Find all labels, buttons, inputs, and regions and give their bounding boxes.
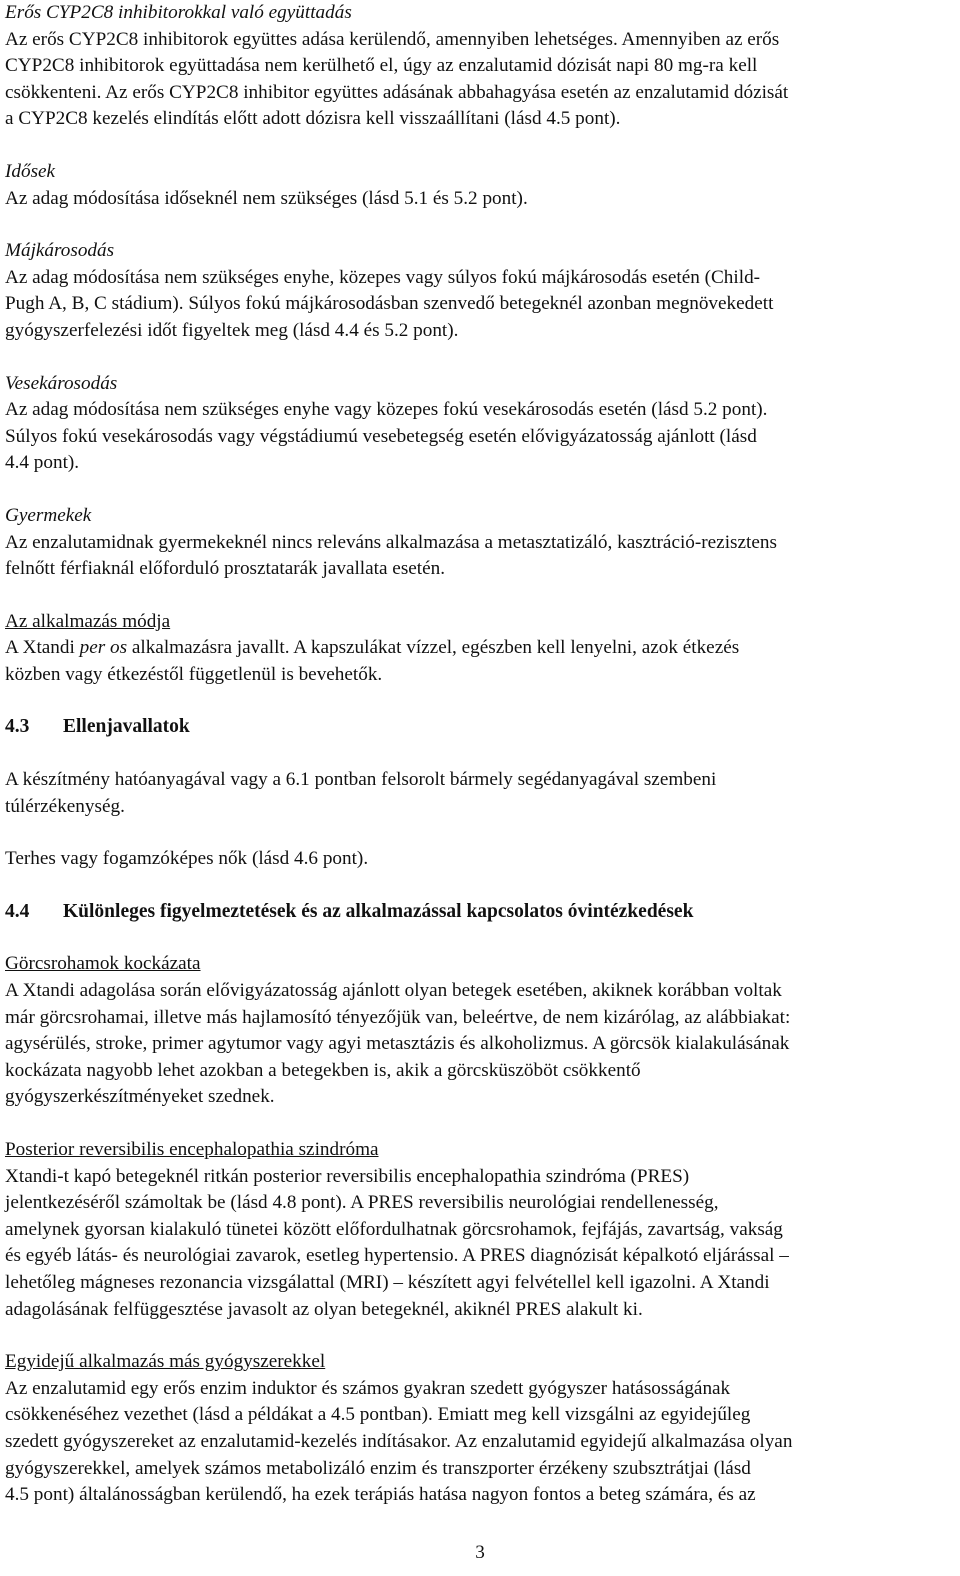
spacer bbox=[5, 925, 955, 951]
paragraph-line: Az enzalutamid egy erős enzim induktor és számos gyakran szedett gyógyszer hatásosságának bbox=[5, 1377, 731, 1399]
paragraph-line: közben vagy étkezéstől függetlenül is bevehetők. bbox=[5, 663, 383, 685]
paragraph-line: Súlyos fokú vesekárosodás vagy végstádiumú vesebetegség esetén elővigyázatosság ajánlott (lásd bbox=[5, 425, 757, 447]
section-number: 4.4 bbox=[5, 900, 30, 922]
paragraph-line: 4.4 pont). bbox=[5, 452, 80, 474]
paragraph-line: CYP2C8 inhibitorok együttadása nem kerülhető el, úgy az enzalutamid dózisát napi 80 mg-ra kell bbox=[5, 55, 758, 77]
paragraph-line: agysérülés, stroke, primer agytumor vagy agyi metasztázis és alkoholizmus. A görcsök kialakulásának bbox=[5, 1033, 790, 1055]
paragraph-line: jelentkezéséről számoltak be (lásd 4.8 pont). A PRES reversibilis neurológiai rendellenesség, bbox=[5, 1192, 719, 1214]
subsection-title: Idősek bbox=[5, 160, 56, 182]
paragraph-line: és egyéb látás- és neurológiai zavarok, esetleg hypertensio. A PRES diagnózisát képalkotó eljárással – bbox=[5, 1245, 789, 1267]
section-heading bbox=[5, 714, 955, 741]
section-heading bbox=[5, 899, 955, 926]
subsection-title: Görcsrohamok kockázata bbox=[5, 953, 201, 975]
paragraph-line: A Xtandi adagolása során elővigyázatosság ajánlott olyan betegek esetében, akiknek korábban voltak bbox=[5, 980, 782, 1002]
paragraph-line: amelynek gyorsan kialakuló tünetei között előfordulhatnak görcsrohamok, fejfájás, zavartság, vakság bbox=[5, 1218, 783, 1240]
paragraph-line: Az adag módosítása időseknél nem szükséges (lásd 5.1 és 5.2 pont). bbox=[5, 187, 528, 209]
subsection-administration bbox=[5, 609, 955, 689]
paragraph-line: Az enzalutamidnak gyermekeknél nincs releváns alkalmazása a metasztatizáló, kasztráció-rezisztens bbox=[5, 531, 777, 553]
spacer bbox=[5, 583, 955, 609]
spacer bbox=[5, 741, 955, 767]
spacer bbox=[5, 345, 955, 371]
spacer bbox=[5, 477, 955, 503]
spacer bbox=[5, 133, 955, 159]
spacer bbox=[5, 1111, 955, 1137]
paragraph-line: gyógyszerfelezési időt figyeltek meg (lásd 4.4 és 5.2 pont). bbox=[5, 319, 459, 341]
subsection-pres bbox=[5, 1137, 955, 1323]
subsection-title: Vesekárosodás bbox=[5, 372, 118, 394]
subsection-title: Posterior reversibilis encephalopathia szindróma bbox=[5, 1139, 379, 1160]
section-heading-text: Különleges figyelmeztetések és az alkalmazással kapcsolatos óvintézkedések bbox=[63, 900, 694, 922]
paragraph-line: csökkenteni. Az erős CYP2C8 inhibitor együttes adásának abbahagyása esetén az enzalutamid dózisát bbox=[5, 81, 789, 103]
text-run: alkalmazásra javallt. A kapszulákat vízzel, egészben kell lenyelni, azok étkezés bbox=[127, 637, 740, 659]
paragraph-line: gyógyszerkészítményeket szednek. bbox=[5, 1086, 275, 1108]
paragraph-line: a CYP2C8 kezelés elindítás előtt adott dózisra kell visszaállítani (lásd 4.5 pont). bbox=[5, 108, 621, 130]
section-number: 4.3 bbox=[5, 716, 30, 738]
paragraph-line: adagolásának felfüggesztése javasolt az olyan betegeknél, akiknél PRES alakult ki. bbox=[5, 1298, 643, 1320]
subsection-title: Egyidejű alkalmazás más gyógyszerekkel bbox=[5, 1351, 326, 1373]
spacer bbox=[5, 212, 955, 238]
spacer bbox=[5, 1323, 955, 1349]
page-number: 3 bbox=[475, 1542, 485, 1563]
paragraph-line: Az erős CYP2C8 inhibitorok együttes adása kerülendő, amennyiben lehetséges. Amennyiben az erős bbox=[5, 28, 780, 50]
text-run: A Xtandi bbox=[5, 637, 80, 659]
subsection-elderly bbox=[5, 159, 955, 212]
subsection-title: Az alkalmazás módja bbox=[5, 610, 171, 632]
paragraph-line: Pugh A, B, C stádium). Súlyos fokú májkárosodásban szenvedő betegeknél azonban megnövekedett bbox=[5, 293, 774, 315]
text-run-italic: per os bbox=[79, 637, 128, 659]
subsection-cyp2c8 bbox=[5, 0, 955, 133]
paragraph-line bbox=[5, 635, 955, 662]
paragraph-line: Az adag módosítása nem szükséges enyhe vagy közepes fokú vesekárosodás esetén (lásd 5.2 pont). bbox=[5, 399, 768, 421]
paragraph-line: Terhes vagy fogamzóképes nők (lásd 4.6 pont). bbox=[5, 848, 369, 870]
paragraph-line: kockázata nagyobb lehet azokban a betegekben is, akik a görcsküszöböt csökkentő bbox=[5, 1059, 641, 1081]
paragraph-line: már görcsrohamai, illetve más hajlamosító tényezőjük van, beleértve, de nem kizárólag, az alábbiakat: bbox=[5, 1006, 791, 1028]
section-heading-text: Ellenjavallatok bbox=[63, 716, 190, 738]
paragraph-line: lehetőleg mágneses rezonancia vizsgálattal (MRI) – készített agyi felvétellel kell igazolni. A Xtandi bbox=[5, 1271, 770, 1293]
subsection-children bbox=[5, 503, 955, 583]
subsection-hepatic-impairment bbox=[5, 238, 955, 344]
document-page bbox=[5, 0, 955, 1509]
paragraph-line: Az adag módosítása nem szükséges enyhe, közepes vagy súlyos fokú májkárosodás esetén (Child- bbox=[5, 266, 761, 288]
spacer bbox=[5, 873, 955, 899]
paragraph-line: szedett gyógyszereket az enzalutamid-kezelés indításakor. Az enzalutamid egyidejű alkalmazása olyan bbox=[5, 1430, 793, 1452]
section-contraindications bbox=[5, 714, 955, 872]
subsection-title: Erős CYP2C8 inhibitorokkal való együttadás bbox=[5, 2, 352, 23]
subsection-title: Gyermekek bbox=[5, 504, 92, 526]
paragraph-line: felnőtt férfiaknál előforduló prosztatarák javallata esetén. bbox=[5, 558, 446, 580]
subsection-seizure-risk bbox=[5, 951, 955, 1111]
spacer bbox=[5, 688, 955, 714]
paragraph-line: 4.5 pont) általánosságban kerülendő, ha ezek terápiás hatása nagyon fontos a beteg számára, és az bbox=[5, 1484, 756, 1506]
subsection-title: Májkárosodás bbox=[5, 240, 115, 262]
subsection-renal-impairment bbox=[5, 371, 955, 477]
paragraph-line: csökkenéséhez vezethet (lásd a példákat a 4.5 pontban). Emiatt meg kell vizsgálni az egyidejűleg bbox=[5, 1404, 751, 1426]
paragraph-line: túlérzékenység. bbox=[5, 795, 125, 817]
paragraph-line: Xtandi-t kapó betegeknél ritkán posterior reversibilis encephalopathia szindróma (PRES) bbox=[5, 1165, 690, 1187]
paragraph-line: gyógyszerekkel, amelyek számos metabolizáló enzim és transzporter érzékeny szubsztrátjai (lásd bbox=[5, 1457, 751, 1479]
spacer bbox=[5, 820, 955, 846]
paragraph-line: A készítmény hatóanyagával vagy a 6.1 pontban felsorolt bármely segédanyagával szembeni bbox=[5, 769, 717, 791]
subsection-concomitant-use bbox=[5, 1349, 955, 1509]
